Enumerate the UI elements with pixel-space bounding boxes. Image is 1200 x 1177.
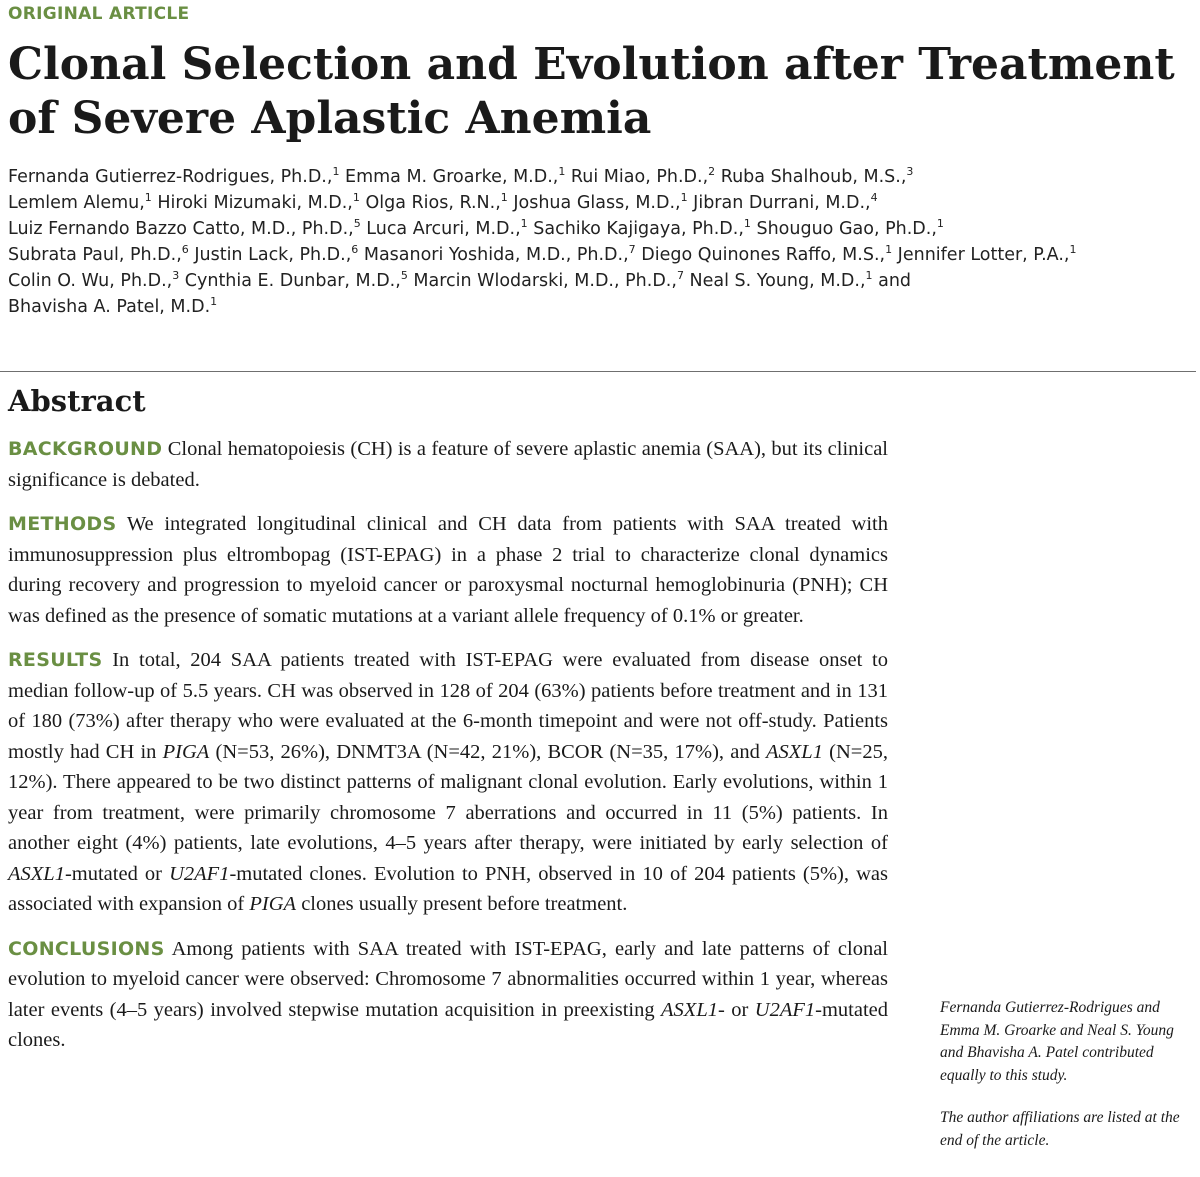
results-text: (N=25, 12%). There appeared to be two distinct patterns of malignant clonal evolution. Early evolutions, within 1 year from treatment, were primarily chromosome 7 aberrations and occurred in 11 (5%) patients. In another eight (4%) patients, late evolutions, 4–5 years after therapy, were initiated by early selection of: [8, 740, 888, 854]
affiliations-note: The author affiliations are listed at the end of the article.: [940, 1109, 1180, 1149]
gene-name: PIGA: [249, 893, 297, 915]
author-affiliation: 4: [870, 191, 878, 205]
methods-text: We integrated longitudinal clinical and CH data from patients with SAA treated with immunosuppression plus eltrombopag (IST-EPAG) in a phase 2 trial to characterize clonal dynamics during recovery and progression to myeloid cancer or paroxysmal nocturnal hemoglobinuria (PNH); CH was defined as the presence of somatic mutations at a variant allele frequency of 0.1% or greater.: [8, 513, 888, 627]
results-text: (N=53, 26%), DNMT3A (N=42, 21%), BCOR (N=35, 17%), and: [209, 740, 767, 763]
abstract-body: [8, 434, 888, 1070]
section-divider: [0, 371, 1196, 372]
author-affiliation: 1: [865, 269, 873, 283]
author-affiliation: 1: [558, 165, 566, 179]
author: Emma M. Groarke, M.D.,: [345, 167, 559, 187]
conclusions-text: - or: [717, 998, 755, 1021]
results-text: -mutated or: [64, 862, 170, 885]
author-affiliation: 1: [520, 217, 528, 231]
author-affiliation: 1: [1069, 243, 1077, 257]
abstract-results: [8, 645, 888, 920]
author-affiliation: 5: [400, 269, 408, 283]
author-affiliation: 2: [708, 165, 716, 179]
author-affiliation: 1: [144, 191, 152, 205]
author-affiliation: 1: [210, 295, 218, 309]
gene-name: PIGA: [162, 740, 210, 763]
author: Diego Quinones Raffo, M.S.,: [641, 245, 886, 265]
abstract-background: [8, 434, 888, 495]
author-conjunction: and: [878, 271, 912, 291]
equal-contribution-note: Fernanda Gutierrez-Rodrigues and Emma M. Groarke and Neal S. Young and Bhavisha A. Patel contributed equally to this study.: [940, 999, 1174, 1084]
author: Masanori Yoshida, M.D., Ph.D.,: [363, 245, 629, 265]
author: Fernanda Gutierrez-Rodrigues, Ph.D.,: [8, 167, 333, 187]
author-affiliation: 3: [172, 269, 180, 283]
author: Lemlem Alemu,: [8, 193, 145, 213]
author: Neal S. Young, M.D.,: [689, 271, 866, 291]
conclusions-text: -mutated clones.: [8, 998, 888, 1051]
methods-label: METHODS: [8, 513, 117, 535]
gene-name: ASXL1: [766, 740, 823, 763]
author: Shouguo Gao, Ph.D.,: [756, 219, 937, 239]
author: Luca Arcuri, M.D.,: [366, 219, 521, 239]
article-type-label: ORIGINAL ARTICLE: [8, 4, 190, 24]
gene-name: ASXL1: [8, 862, 65, 885]
author: Cynthia E. Dunbar, M.D.,: [184, 271, 401, 291]
author-list: [8, 164, 1198, 320]
abstract-heading: Abstract: [8, 384, 146, 418]
conclusions-label: CONCLUSIONS: [8, 937, 165, 960]
author-affiliation: 7: [628, 243, 636, 257]
author: Jibran Durrani, M.D.,: [693, 193, 871, 213]
gene-name: U2AF1: [754, 998, 816, 1021]
author: Marcin Wlodarski, M.D., Ph.D.,: [413, 271, 677, 291]
results-text: clones usually present before treatment.: [296, 893, 628, 915]
author-affiliation: 1: [680, 191, 688, 205]
abstract-conclusions: [8, 934, 888, 1056]
conclusions-text: Among patients with SAA treated with IST-EPAG, early and late patterns of clonal evolution to myeloid cancer were observed: Chromosome 7 abnormalities occurred within 1 year, whereas later events (4–5 years) involved stepwise mutation acquisition in preexisting: [8, 937, 888, 1021]
author-affiliation: 3: [906, 165, 914, 179]
author-affiliation: 1: [332, 165, 340, 179]
gene-name: ASXL1: [661, 998, 718, 1021]
author: Justin Lack, Ph.D.,: [194, 245, 352, 265]
author: Luiz Fernando Bazzo Catto, M.D., Ph.D.,: [8, 219, 354, 239]
author-affiliation: 1: [743, 217, 751, 231]
side-notes: [940, 997, 1194, 1172]
author-affiliation: 1: [352, 191, 360, 205]
author: Joshua Glass, M.D.,: [513, 193, 681, 213]
author-affiliation: 6: [351, 243, 359, 257]
results-text: -mutated clones. Evolution to PNH, observed in 10 of 204 patients (5%), was associated with expansion of: [8, 862, 888, 915]
author: Colin O. Wu, Ph.D.,: [8, 271, 173, 291]
author: Subrata Paul, Ph.D.,: [8, 245, 182, 265]
author: Hiroki Mizumaki, M.D.,: [157, 193, 353, 213]
author-affiliation: 7: [676, 269, 684, 283]
author: Ruba Shalhoub, M.S.,: [720, 167, 907, 187]
background-label: BACKGROUND: [8, 438, 163, 460]
author-affiliation: 6: [181, 243, 189, 257]
author-affiliation: 1: [936, 217, 944, 231]
author: Olga Rios, R.N.,: [365, 193, 501, 213]
author: Jennifer Lotter, P.A.,: [897, 245, 1070, 265]
background-text: Clonal hematopoiesis (CH) is a feature of severe aplastic anemia (SAA), but its clinical significance is debated.: [8, 438, 889, 491]
author: Rui Miao, Ph.D.,: [570, 167, 709, 187]
abstract-methods: [8, 509, 888, 631]
author-affiliation: 1: [500, 191, 508, 205]
article-title: Clonal Selection and Evolution after Treatment of Severe Aplastic Anemia: [8, 39, 1175, 144]
author-affiliation: 1: [885, 243, 893, 257]
results-text: In total, 204 SAA patients treated with IST-EPAG were evaluated from disease onset to median follow-up of 5.5 years. CH was observed in 128 of 204 (63%) patients before treatment and in 131 of 180 (73%) after therapy who were evaluated at the 6-month timepoint and were not off-study. Patients mostly had CH in: [8, 649, 889, 763]
author-affiliation: 5: [353, 217, 361, 231]
author: Sachiko Kajigaya, Ph.D.,: [533, 219, 744, 239]
results-label: RESULTS: [8, 649, 103, 671]
gene-name: U2AF1: [169, 862, 230, 885]
author: Bhavisha A. Patel, M.D.: [8, 297, 211, 317]
